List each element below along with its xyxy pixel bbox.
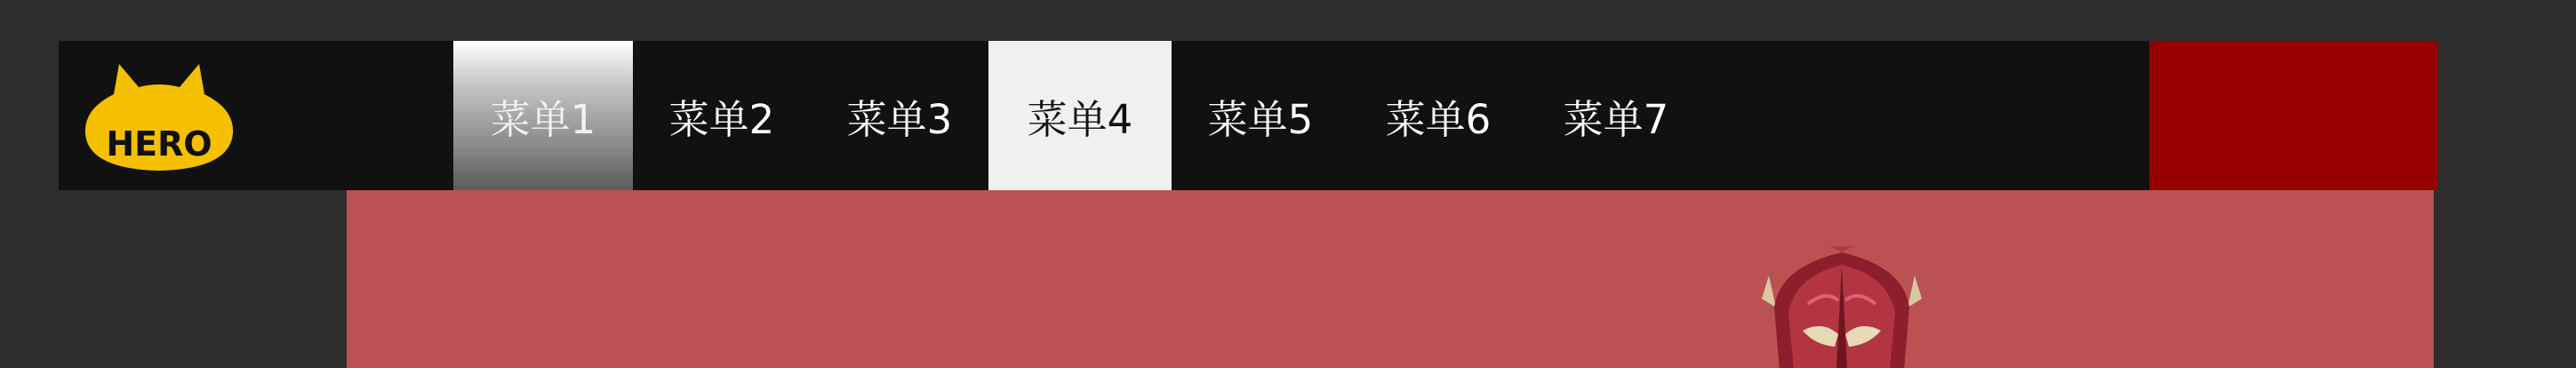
menu-item-1[interactable]: 菜单1 xyxy=(453,41,633,190)
menu-item-5[interactable]: 菜单5 xyxy=(1207,95,1314,143)
nav-accent-block xyxy=(2149,41,2437,190)
hero-banner xyxy=(347,190,2434,368)
logo[interactable] xyxy=(84,60,235,172)
logo-text: HERO xyxy=(106,124,212,164)
menu-item-2[interactable]: 菜单2 xyxy=(668,95,775,143)
top-navbar xyxy=(59,41,2437,190)
menu-item-3[interactable]: 菜单3 xyxy=(846,95,953,143)
hero-helmet-image xyxy=(1753,245,1931,368)
menu-item-6[interactable]: 菜单6 xyxy=(1385,95,1492,143)
menu-item-7[interactable]: 菜单7 xyxy=(1563,95,1669,143)
menu-item-4[interactable]: 菜单4 xyxy=(988,41,1172,190)
main-menu xyxy=(453,41,1705,190)
